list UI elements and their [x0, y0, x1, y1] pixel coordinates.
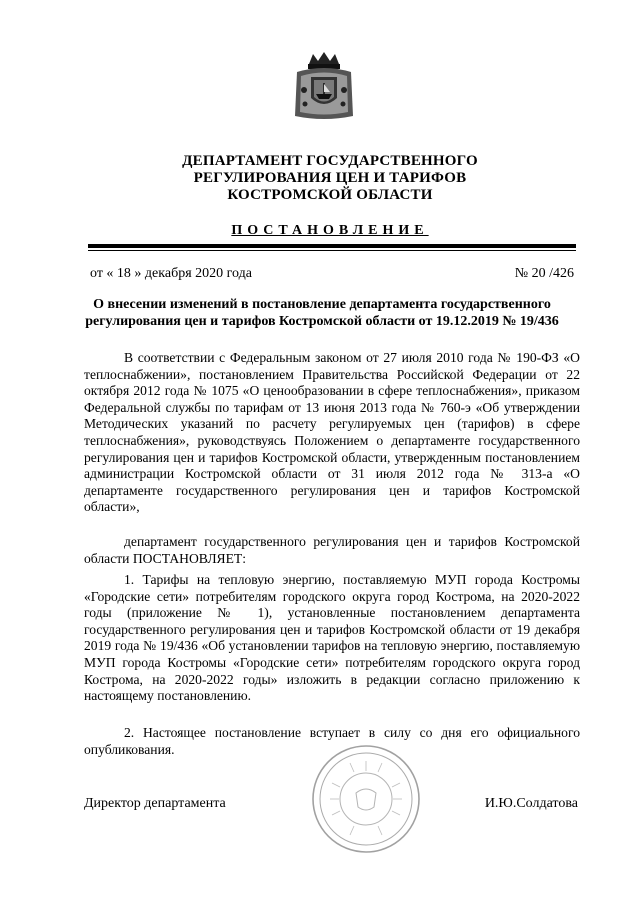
- kostroma-coat-of-arms-icon: [293, 50, 355, 122]
- paragraph-clause-2: 2. Настоящее постановление вступает в силу со дня его официального опубликования.: [84, 725, 580, 757]
- department-name-line2: РЕГУЛИРОВАНИЯ ЦЕН И ТАРИФОВ: [193, 170, 467, 186]
- signatory-position: Директор департамента: [84, 796, 226, 811]
- signatory-name: И.Ю.Солдатова: [484, 796, 578, 811]
- document-number: № 20 /426: [514, 266, 574, 281]
- document-type-heading: ПОСТАНОВЛЕНИЕ: [231, 223, 429, 238]
- document-subject: О внесении изменений в постановление департамента государственного регулирования цен и тарифов Костромской области от 19.12.2019 № 19/436: [85, 297, 559, 329]
- header-divider-thin: [88, 250, 576, 251]
- paragraph-resolves: департамент государственного регулирования цен и тарифов Костромской области ПОСТАНОВЛЯЕТ:: [84, 534, 580, 566]
- official-round-stamp-icon: [310, 743, 422, 855]
- document-date: от « 18 » декабря 2020 года: [90, 266, 252, 281]
- department-name-line1: ДЕПАРТАМЕНТ ГОСУДАРСТВЕННОГО: [182, 153, 478, 169]
- department-name-line3: КОСТРОМСКОЙ ОБЛАСТИ: [227, 187, 433, 203]
- paragraph-legal-basis: В соответствии с Федеральным законом от 27 июля 2010 года № 190-ФЗ «О теплоснабжении», постановлением Правительства Российской Федерации от 22 октября 2012 года № 1075 «О ценообразовании в сфере теплоснабжения», приказом Федеральной службы по тарифам от 13 июня 2013 года № 760-э «Об утверждении Методических указаний по расчету регулируемых цен (тарифов) в сфере теплоснабжения», руководствуясь Положением о департаменте государственного регулирования цен и тарифов Костромской области, утвержденным постановлением администрации Костромской области от 31 июля 2012 года № 313-а «О департаменте государственного регулирования цен и тарифов Костромской области»,: [84, 350, 580, 515]
- header-divider-thick: [88, 244, 576, 248]
- paragraph-clause-1: 1. Тарифы на тепловую энергию, поставляемую МУП города Костромы «Городские сети» потребителям городского округа город Кострома, на 2020-2022 годы (приложение № 1), установленные постановлением департамента государственного регулирования цен и тарифов Костромской области от 19 декабря 2019 года № 19/436 «Об установлении тарифов на тепловую энергию, поставляемую МУП города Костромы «Городские сети» потребителям городского округа город Кострома, на 2020-2022 годы» изложить в редакции согласно приложению к настоящему постановлению.: [84, 572, 580, 704]
